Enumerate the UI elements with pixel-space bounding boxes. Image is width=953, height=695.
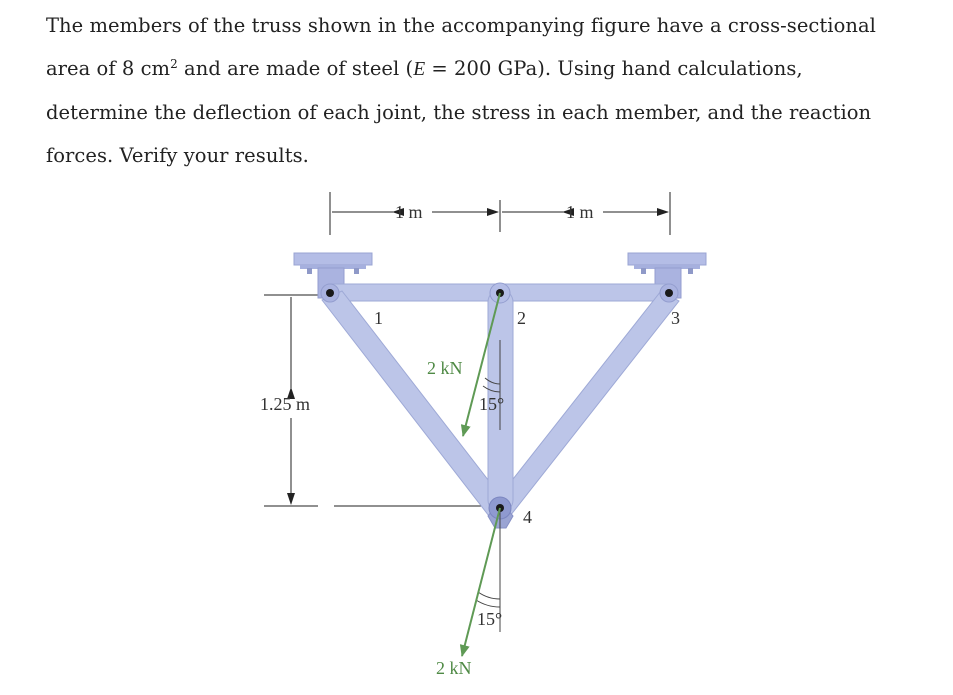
angle-label-upper: 15° xyxy=(479,394,505,414)
node-label-3: 3 xyxy=(671,308,680,328)
joint-3 xyxy=(660,284,678,302)
dimension-label-left: 1 m xyxy=(395,202,423,222)
joint-1 xyxy=(321,284,339,302)
force-arrow-lower xyxy=(462,508,503,656)
load-lower xyxy=(462,508,503,656)
dimension-label-height: 1.25 m xyxy=(260,394,311,414)
problem-line-1: The members of the truss shown in the accompanying figure have a cross-sectional xyxy=(46,14,876,37)
force-label-lower: 2 kN xyxy=(436,658,472,678)
dimension-label-right: 1 m xyxy=(566,202,594,222)
angle-arc-lower-b xyxy=(476,600,500,607)
angle-label-lower: 15° xyxy=(477,609,503,629)
modulus-symbol: E xyxy=(413,59,426,80)
problem-line-3: determine the deflection of each joint, the stress in each member, and the reaction xyxy=(46,101,872,124)
problem-line-4: forces. Verify your results. xyxy=(46,144,309,167)
top-dimension xyxy=(330,192,670,235)
problem-line-2-a: area of 8 cm xyxy=(46,57,171,80)
force-label-upper: 2 kN xyxy=(427,358,463,378)
problem-line-2-c: = 200 GPa). Using hand calculations, xyxy=(425,57,803,80)
superscript-2: 2 xyxy=(170,57,178,71)
node-label-1: 1 xyxy=(374,308,383,328)
node-label-4: 4 xyxy=(523,507,532,527)
problem-line-2-b: and are made of steel ( xyxy=(177,57,414,80)
angle-arc-lower-a xyxy=(478,592,500,599)
node-label-2: 2 xyxy=(517,308,526,328)
